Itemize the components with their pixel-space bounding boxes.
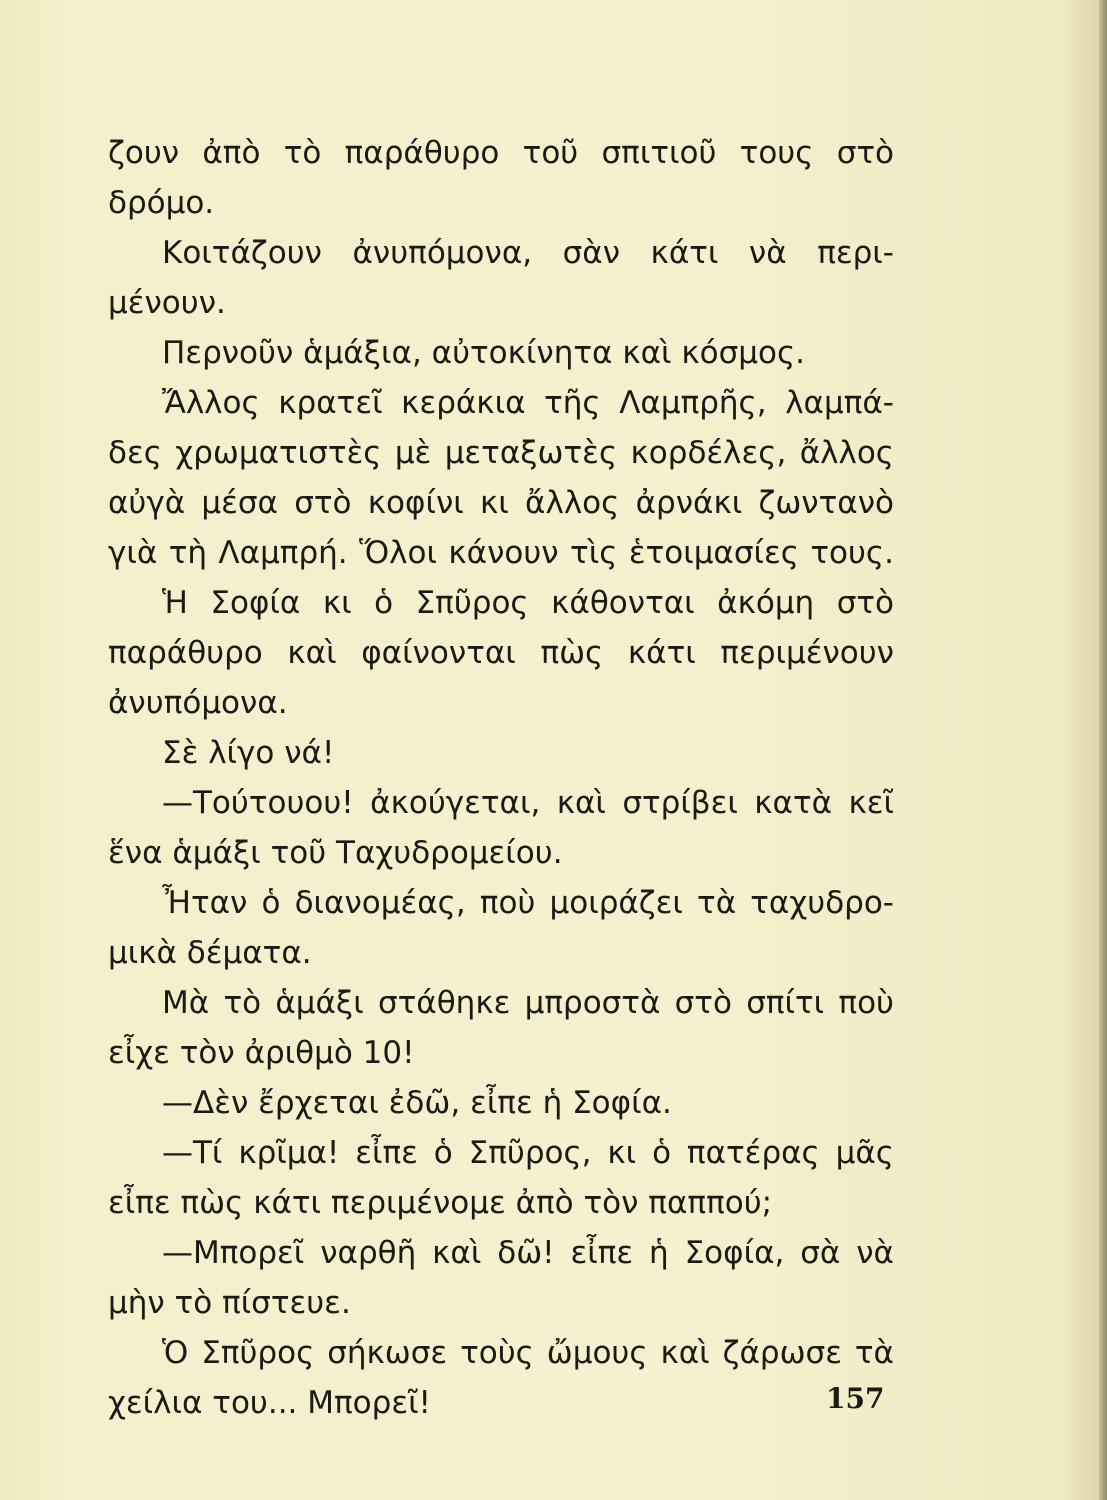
text-line: —Δὲν ἔρχεται ἐδῶ, εἶπε ἡ Σοφία.	[162, 1085, 672, 1121]
text-line: Ἄλλος κρατεῖ κεράκια τῆς Λαμπρῆς, λαμπά-	[162, 385, 894, 421]
text-line: —Τούτουου! ἀκούγεται, καὶ στρίβει κατὰ κεῖ	[162, 785, 894, 821]
text-line: δρόμο.	[108, 185, 215, 221]
text-line: εἶχε τὸν ἀριθμὸ 10!	[108, 1035, 415, 1071]
text-line: ζουν ἀπὸ τὸ παράθυρο τοῦ σπιτιοῦ τους στὸ	[108, 135, 894, 171]
text-line: Σὲ λίγο νά!	[162, 735, 335, 771]
text-line: μὴν τὸ πίστευε.	[108, 1285, 351, 1321]
text-line: Περνοῦν ἁμάξια, αὐτοκίνητα καὶ κόσμος.	[162, 335, 805, 371]
page-edge	[1099, 0, 1107, 1500]
text-line: χείλια του... Μπορεῖ!	[108, 1385, 431, 1421]
text-line: δες χρωματιστὲς μὲ μεταξωτὲς κορδέλες, ἄλλος	[108, 435, 894, 471]
text-line: αὐγὰ μέσα στὸ κοφίνι κι ἄλλος ἀρνάκι ζωντανὸ	[108, 485, 894, 521]
text-line: Ὁ Σπῦρος σήκωσε τοὺς ὤμους καὶ ζάρωσε τὰ	[162, 1335, 894, 1371]
text-line: —Τί κρῖμα! εἶπε ὁ Σπῦρος, κι ὁ πατέρας μᾶς	[162, 1135, 894, 1171]
text-line: Μὰ τὸ ἁμάξι στάθηκε μπροστὰ στὸ σπίτι ποὺ	[162, 985, 894, 1021]
page-number: 157	[826, 1382, 885, 1415]
text-line: μικὰ δέματα.	[108, 935, 312, 971]
text-line: —Μπορεῖ ναρθῆ καὶ δῶ! εἶπε ἡ Σοφία, σὰ νὰ	[162, 1235, 894, 1271]
text-line: ἀνυπόμονα.	[108, 685, 288, 721]
text-line: εἶπε πὼς κάτι περιμένομε ἀπὸ τὸν παππού;	[108, 1185, 773, 1221]
text-line: γιὰ τὴ Λαμπρή. Ὅλοι κάνουν τὶς ἑτοιμασίες τους.	[108, 535, 894, 571]
text-line: Ἦταν ὁ διανομέας, ποὺ μοιράζει τὰ ταχυδρο-	[162, 885, 894, 921]
text-line: παράθυρο καὶ φαίνονται πὼς κάτι περιμένουν	[108, 635, 894, 671]
text-line: Κοιτάζουν ἀνυπόμονα, σὰν κάτι νὰ περι-	[162, 235, 894, 271]
text-line: Ἡ Σοφία κι ὁ Σπῦρος κάθονται ἀκόμη στὸ	[162, 585, 894, 621]
body-text	[108, 128, 894, 1428]
text-line: ἕνα ἁμάξι τοῦ Ταχυδρομείου.	[108, 835, 563, 871]
text-line: μένουν.	[108, 285, 226, 321]
